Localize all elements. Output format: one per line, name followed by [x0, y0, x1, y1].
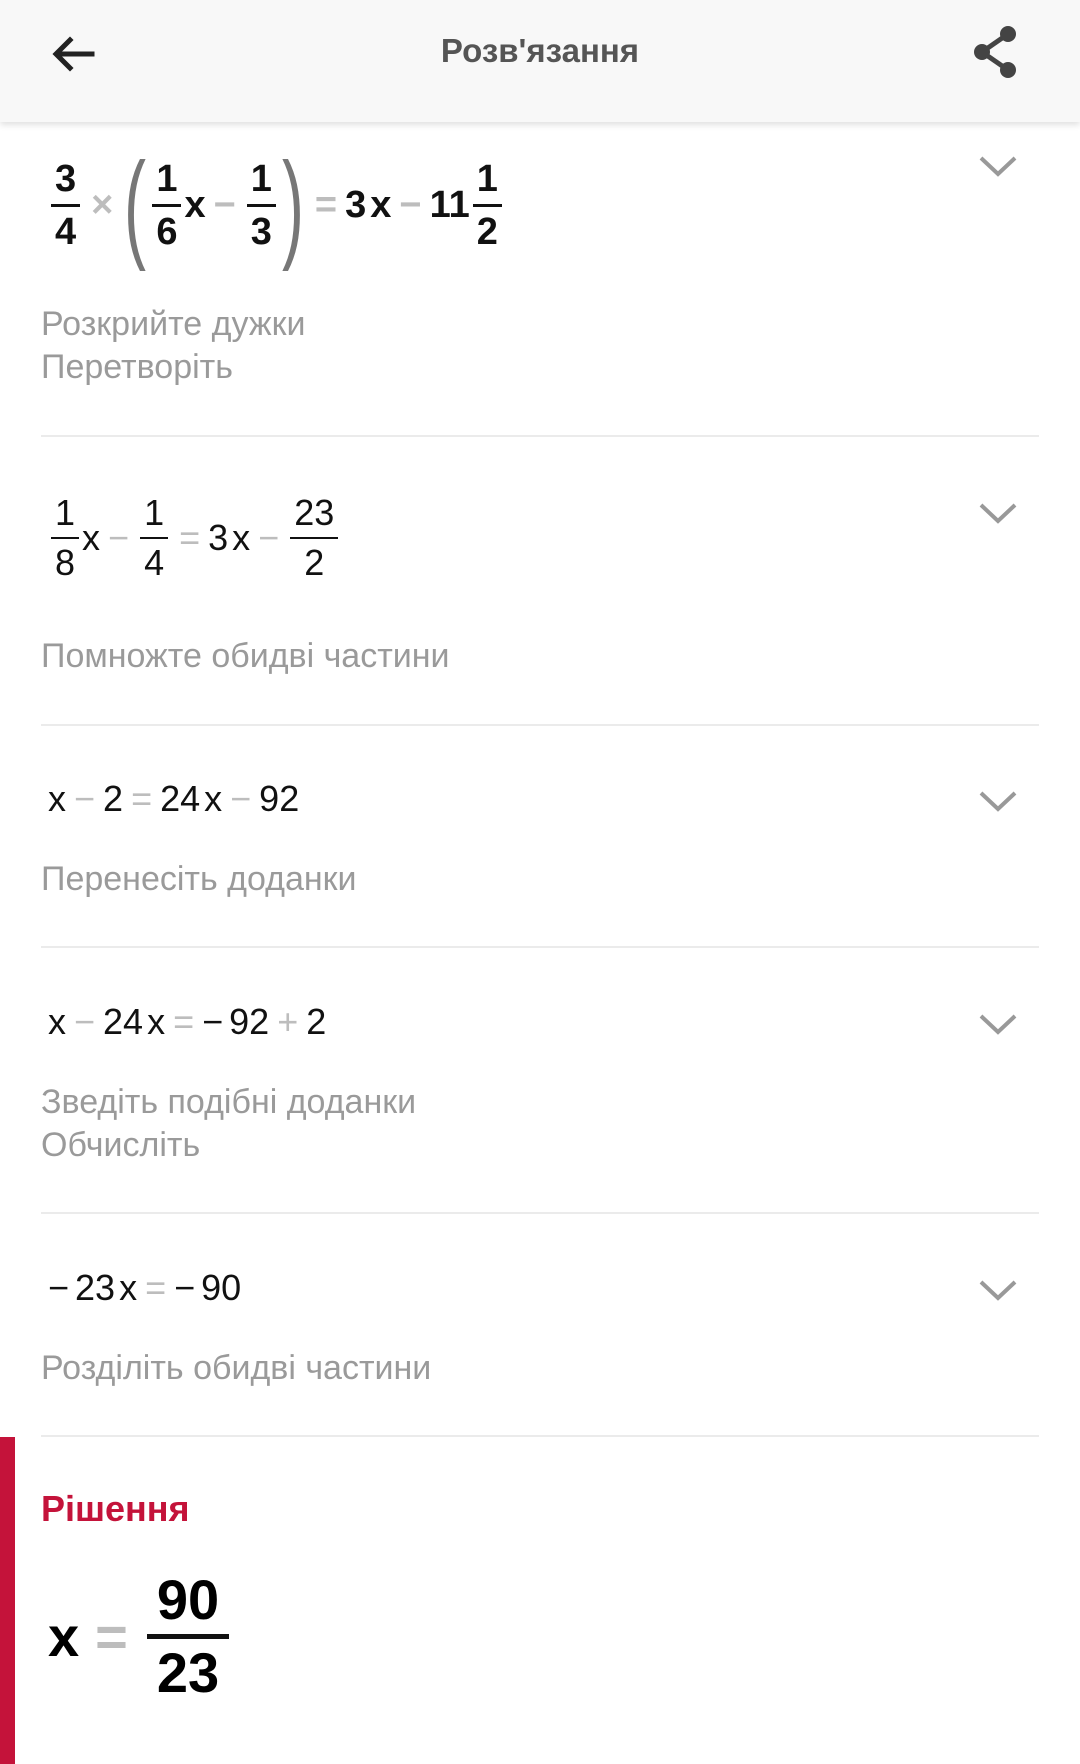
- step-description: Зведіть подібні доданки: [41, 1083, 417, 1121]
- fraction: $\frac{3}{4}$: [51, 160, 80, 251]
- step-description: Розкрийте дужки: [41, 305, 306, 343]
- numerator: 90: [156, 1568, 220, 1631]
- page-title: Розв'язання: [440, 32, 640, 69]
- step-expression: $\frac{3}{4}$ × ( $\frac{1}{6}$ x − $\frac{1}{3}$ ) = 3 x − 11 $\frac{1}{2}$: [48, 145, 505, 265]
- divider: [41, 1212, 1039, 1214]
- solution-title: Рішення: [41, 1488, 190, 1529]
- step-expression: − 23 x = − 90: [48, 1267, 242, 1308]
- fraction: $\frac{1}{4}$: [140, 495, 168, 581]
- chevron-down-icon[interactable]: [975, 497, 1021, 527]
- divider: [41, 946, 1039, 948]
- step-description: Обчисліть: [41, 1126, 201, 1164]
- right-paren: ): [281, 138, 304, 272]
- app-header: [0, 0, 1080, 122]
- solution-expression: [48, 1568, 232, 1704]
- step-expression: $\frac{1}{8}$ x − $\frac{1}{4}$ = 3 x − $\frac{23}{2}$: [48, 495, 341, 581]
- equals-sign: =: [95, 1605, 128, 1668]
- step-expression: x − 2 = 24 x − 92: [48, 778, 300, 819]
- divider: [41, 435, 1039, 437]
- step-description: Перетворіть: [41, 348, 233, 386]
- solution-variable: x: [48, 1605, 80, 1668]
- step-description: Перенесіть доданки: [41, 860, 357, 898]
- denominator: 23: [156, 1641, 220, 1704]
- divider: [41, 1435, 1039, 1437]
- left-paren: (: [124, 138, 147, 272]
- share-icon[interactable]: [966, 22, 1026, 82]
- solution-fraction: [147, 1568, 229, 1704]
- divider: [41, 724, 1039, 726]
- chevron-down-icon[interactable]: [975, 1008, 1021, 1038]
- chevron-down-icon[interactable]: [975, 150, 1021, 180]
- step-description: Розділіть обидві частини: [41, 1349, 432, 1387]
- solution-accent-bar: [0, 1437, 15, 1764]
- step-expression: x − 24 x = − 92 + 2: [48, 1001, 327, 1042]
- chevron-down-icon[interactable]: [975, 1274, 1021, 1304]
- fraction: $\frac{1}{2}$: [473, 160, 502, 251]
- step-description: Помножте обидві частини: [41, 637, 450, 675]
- fraction: $\frac{1}{8}$: [51, 495, 79, 581]
- chevron-down-icon[interactable]: [975, 785, 1021, 815]
- fraction: $\frac{23}{2}$: [290, 495, 338, 581]
- fraction: $\frac{1}{3}$: [247, 160, 276, 251]
- fraction: $\frac{1}{6}$: [152, 160, 181, 251]
